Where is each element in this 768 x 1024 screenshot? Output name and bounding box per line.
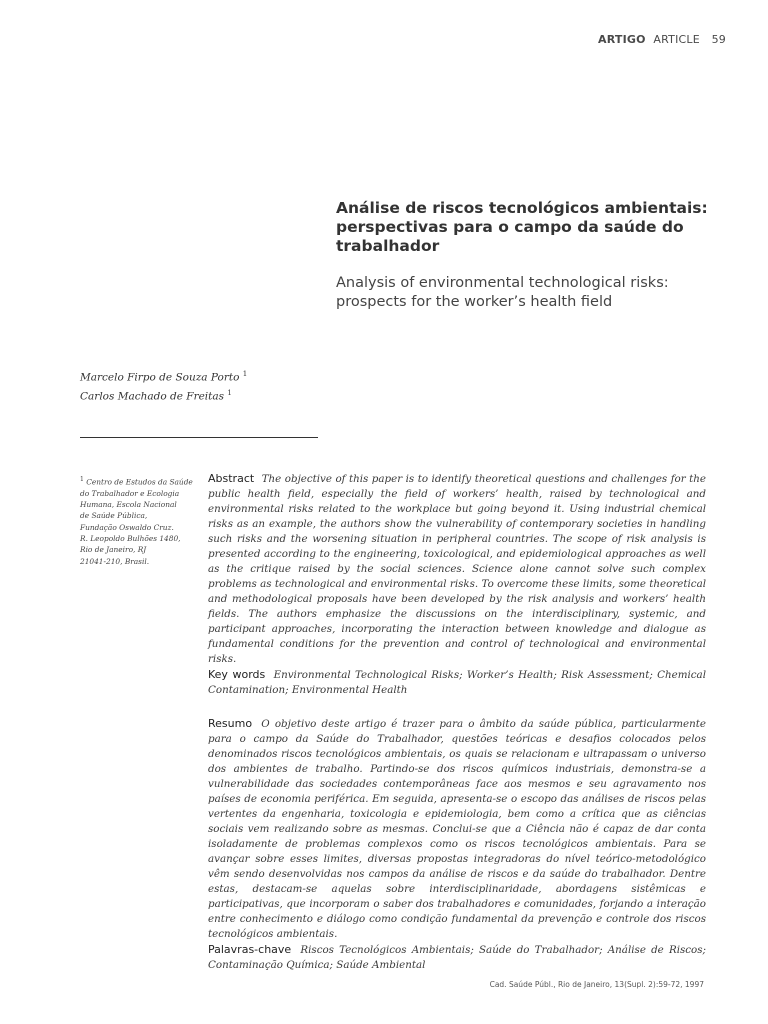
key-words-text: Environmental Technological Risks; Worker’s Health; Risk Assessment; Chemical Contamination; Environmental Health xyxy=(208,669,706,696)
abstract-label: Abstract xyxy=(208,472,255,485)
palavras-chave-paragraph xyxy=(208,942,706,973)
affiliation-line: do Trabalhador e Ecologia xyxy=(80,488,180,498)
palavras-chave-label: Palavras-chave xyxy=(208,943,292,956)
affiliation-line: $^1$ Centro de Estudos da Saúde xyxy=(80,476,193,487)
author-list xyxy=(80,367,247,404)
affiliation-mark: 1 xyxy=(242,370,248,378)
key-words-label: Key words xyxy=(208,668,266,681)
affiliation-mark: 1 xyxy=(80,476,84,483)
abstract-text: The objective of this paper is to identify theoretical questions and challenges for the public health field, especially the field of workers’ health, raised by technological and environmental risks related to the workplace but going beyond it. Using industrial chemical risks as an example, the authors show the vulnerability of contemporary societies in handling such risks and the worsening situation in peripheral countries. The scope of risk analysis is presented according to the engineering, toxicological, and epidemiological approaches as well as the critique raised by the social sciences. Science alone cannot solve such complex problems as technological and environmental risks. To overcome these limits, some theoretical and methodological proposals have been developed by the risk analysis and workers’ health fields. The authors emphasize the discussions on the interdisciplinary, systemic, and participant approaches, incorporating the interaction between knowledge and dialogue as fundamental conditions for the prevention and control of technological and environmental risks. xyxy=(208,473,706,665)
affiliation-line: Fundação Oswaldo Cruz. xyxy=(80,522,174,532)
key-words-paragraph xyxy=(208,667,706,698)
author xyxy=(80,367,247,386)
affiliation-line: R. Leopoldo Bulhões 1480, xyxy=(80,533,181,543)
section-label: ARTIGO xyxy=(598,33,646,46)
section-label-english: ARTICLE xyxy=(653,33,700,46)
affiliation-line: Rio de Janeiro, RJ xyxy=(80,545,147,555)
resumo-label: Resumo xyxy=(208,717,253,730)
abstract-paragraph xyxy=(208,471,706,667)
author-name: Marcelo Firpo de Souza Porto xyxy=(80,371,240,384)
title-english: Analysis of environmental technological risks: prospects for the worker’s health field xyxy=(336,275,669,310)
affiliation-line: de Saúde Pública, xyxy=(80,511,148,521)
resumo-paragraph xyxy=(208,716,706,942)
footer-citation: Cad. Saúde Públ., Rio de Janeiro, 13(Supl. 2):59-72, 1997 xyxy=(489,980,704,989)
title-block xyxy=(336,199,716,312)
resumo-text: O objetivo deste artigo é trazer para o âmbito da saúde pública, particularmente para o campo da Saúde do Trabalhador, questões teóricas e desafios colocados pelos denominados riscos tecnológicos ambientais, os quais se relacionam e ultrapassam o universo dos ambientes de trabalho. Partindo-se dos riscos químicos industriais, demonstra-se a vulnerabilidade das sociedades contemporâneas face aos mesmos e seu agravamento nos países de economia periférica. Em seguida, apresenta-se o escopo das análises de riscos pelas vertentes da engenharia, toxicologia e epidemiologia, bem como a crítica que as ciências sociais vem realizando sobre as mesmas. Conclui-se que a Ciência não é capaz de dar conta isoladamente de problemas complexos como os riscos tecnológicos ambientais. Para se avançar sobre esses limites, diversas propostas integradoras do nível teórico-metodológico vêm sendo desenvolvidas nos campos da análise de riscos e da saúde do trabalhador. Dentre estas, destacam-se aquelas sobre interdisciplinaridade, abordagens sistêmicas e participativas, que incorporam o saber dos trabalhadores e comunidades, forjando a interação entre conhecimento e diálogo como condição fundamental da prevenção e controle dos riscos tecnológicos ambientais. xyxy=(208,718,706,940)
author xyxy=(80,386,247,405)
affiliation-line: Humana, Escola Nacional xyxy=(80,500,177,510)
author-name: Carlos Machado de Freitas xyxy=(80,390,225,402)
divider-rule xyxy=(80,437,318,438)
running-header xyxy=(598,33,726,46)
affiliation-line: 21041-210, Brasil. xyxy=(80,556,150,566)
page-number: 59 xyxy=(711,33,726,46)
affiliation-mark: 1 xyxy=(227,388,232,397)
abstract-column xyxy=(208,471,706,973)
title-portuguese: Análise de riscos tecnológicos ambientais: perspectivas para o campo da saúde do trabalhador xyxy=(336,199,708,255)
palavras-chave-text: Riscos Tecnológicos Ambientais; Saúde do Trabalhador; Análise de Riscos; Contaminação Química; Saúde Ambiental xyxy=(208,944,706,971)
affiliation-note xyxy=(80,474,198,567)
